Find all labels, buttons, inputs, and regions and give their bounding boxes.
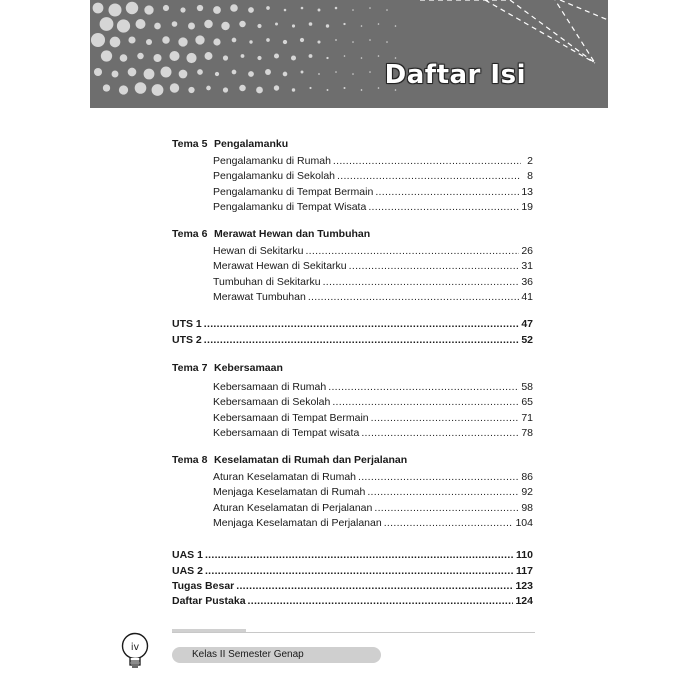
theme-number: Tema 5: [172, 138, 208, 150]
decorative-dot: [301, 7, 304, 10]
decorative-dot: [291, 55, 296, 60]
decorative-dot: [108, 3, 121, 16]
theme-number: Tema 7: [172, 361, 208, 374]
leader-dots: [368, 200, 519, 215]
decorative-dot: [126, 2, 138, 14]
decorative-dot: [352, 9, 354, 11]
decorative-dot: [327, 89, 329, 91]
decorative-dot: [161, 67, 172, 78]
leader-dots: [205, 548, 514, 563]
toc-entry[interactable]: [213, 470, 533, 485]
toc-entry-label: Merawat Tumbuhan: [213, 291, 306, 304]
decorative-dot: [309, 54, 313, 58]
decorative-dot: [172, 21, 178, 27]
toc-entry-label: Kebersamaan di Sekolah: [213, 396, 331, 409]
toc-entry-label: Menjaga Keselamatan di Rumah: [213, 486, 366, 499]
toc-entry[interactable]: [213, 485, 533, 500]
decorative-dot: [292, 88, 295, 91]
leader-dots: [328, 380, 519, 395]
decorative-dot: [318, 9, 321, 12]
decorative-dot: [204, 20, 213, 29]
decorative-dot: [326, 57, 328, 59]
decorative-dot: [215, 72, 219, 76]
decorative-dot: [101, 50, 112, 61]
decorative-dot: [154, 23, 161, 30]
decorative-dot: [94, 68, 102, 76]
leader-dots: [374, 501, 519, 516]
leader-dots: [248, 594, 514, 609]
footer-divider: [172, 632, 535, 633]
decorative-dot: [275, 23, 278, 26]
leader-dots: [323, 275, 520, 290]
decorative-dot: [378, 87, 380, 89]
decorative-dot: [152, 84, 164, 96]
decorative-dot: [179, 70, 188, 79]
decorative-dot: [335, 7, 338, 10]
toc-page-number: 41: [521, 291, 533, 304]
decorative-dot: [232, 70, 237, 75]
toc-entry[interactable]: [172, 564, 533, 579]
decorative-dot: [144, 69, 155, 80]
decorative-dot: [266, 38, 270, 42]
decorative-dot: [352, 73, 354, 75]
leader-dots: [305, 244, 519, 259]
decorative-dot: [117, 19, 130, 32]
decorative-dot: [241, 54, 245, 58]
decorative-dot: [103, 84, 110, 91]
toc-page-number: 71: [521, 411, 533, 424]
decorative-dot: [213, 6, 221, 14]
decorative-dot: [284, 9, 287, 12]
decorative-dot: [205, 52, 213, 60]
decorative-dot: [195, 35, 204, 44]
decorative-dot: [301, 71, 304, 74]
decorative-dot: [318, 73, 320, 75]
decorative-dot: [248, 7, 254, 13]
decorative-dot: [344, 87, 346, 89]
decorative-dot: [265, 69, 271, 75]
toc-entry[interactable]: [213, 185, 533, 200]
toc-entry-label: UTS 1: [172, 318, 202, 331]
toc-entry-label: Merawat Hewan di Sekitarku: [213, 260, 347, 273]
toc-page-number: 26: [521, 245, 533, 258]
leader-dots: [349, 259, 520, 274]
toc-page-number: 65: [521, 396, 533, 409]
toc-page-number: 123: [515, 579, 533, 592]
leader-dots: [333, 154, 521, 169]
page-title: Daftar Isi: [384, 60, 526, 90]
decorative-dot: [137, 53, 143, 59]
decorative-dot: [100, 17, 114, 31]
decorative-dot: [369, 39, 371, 41]
decorative-dot: [274, 53, 279, 58]
decorative-dot: [256, 87, 263, 94]
book-page: [90, 0, 608, 700]
theme-title: Merawat Hewan dan Tumbuhan: [214, 228, 371, 241]
decorative-dot: [112, 71, 119, 78]
decorative-dot: [188, 23, 195, 30]
leader-dots: [308, 290, 520, 305]
decorative-dot: [186, 53, 196, 63]
leader-dots: [204, 333, 520, 348]
decorative-dot: [257, 56, 261, 60]
toc-entry[interactable]: [213, 154, 533, 169]
toc-page-number: 110: [516, 549, 533, 562]
decorative-dot: [128, 36, 135, 43]
toc-entry[interactable]: [172, 333, 533, 348]
leader-dots: [204, 317, 520, 332]
decorative-dot: [239, 85, 246, 92]
decorative-dot: [309, 87, 311, 89]
toc-entry[interactable]: [213, 275, 533, 290]
decorative-dot: [169, 51, 179, 61]
toc-page-number: 104: [515, 517, 533, 530]
toc-entry[interactable]: [172, 579, 533, 594]
table-of-contents: [172, 137, 533, 610]
decorative-dot: [386, 9, 388, 11]
decorative-dot: [180, 7, 185, 12]
decorative-dot: [292, 24, 295, 27]
decorative-dot: [257, 24, 261, 28]
toc-page-number: 31: [521, 260, 533, 273]
leader-dots: [367, 485, 519, 500]
theme-title: Pengalamanku: [214, 138, 289, 150]
toc-page-number: 52: [521, 333, 533, 346]
decorative-dot: [93, 3, 104, 14]
decorative-dot: [91, 33, 105, 47]
decorative-dot: [326, 24, 329, 27]
decorative-dot: [197, 5, 203, 11]
decorative-dot: [248, 71, 254, 77]
toc-entry-label: UAS 1: [172, 549, 203, 562]
toc-entry-label: UAS 2: [172, 564, 203, 577]
theme-heading: [172, 361, 533, 375]
decorative-dot: [206, 86, 211, 91]
decorative-dot: [283, 72, 288, 77]
page-number-badge: [120, 632, 150, 670]
decorative-dot: [163, 5, 169, 11]
decorative-dot: [386, 41, 388, 43]
toc-page-number: 78: [521, 426, 533, 439]
toc-entry[interactable]: [213, 516, 533, 531]
leader-dots: [384, 516, 514, 531]
decorative-dot: [343, 23, 345, 25]
toc-page-number: 2: [527, 155, 533, 167]
toc-entry-label: Kebersamaan di Tempat Bermain: [213, 411, 369, 424]
decorative-dot: [239, 21, 246, 28]
theme-number: Tema 8: [172, 454, 208, 467]
decorative-dot: [170, 83, 179, 92]
leader-dots: [337, 169, 521, 184]
toc-entry-label: Hewan di Sekitarku: [213, 245, 304, 258]
decorative-dot: [378, 23, 380, 25]
decorative-dot: [146, 39, 152, 45]
toc-page-number: 13: [521, 185, 533, 198]
decorative-dot: [120, 54, 128, 62]
toc-entry[interactable]: [172, 594, 533, 609]
decorative-dot: [369, 71, 371, 73]
decorative-dot: [223, 87, 228, 92]
decorative-dot: [213, 38, 220, 45]
theme-number: Tema 6: [172, 228, 208, 241]
decorative-dot: [274, 85, 279, 90]
toc-page-number: 58: [521, 380, 533, 393]
leader-dots: [375, 185, 519, 200]
toc-entry[interactable]: [172, 548, 533, 563]
toc-page-number: 98: [521, 501, 533, 514]
decorative-dot: [232, 38, 237, 43]
toc-page-number: 8: [527, 170, 533, 183]
toc-entry-label: Pengalamanku di Tempat Wisata: [213, 200, 367, 213]
leader-dots: [358, 470, 519, 485]
toc-entry-label: Tugas Besar: [172, 579, 235, 592]
theme-heading: [172, 453, 533, 467]
decorative-dot: [300, 38, 304, 42]
class-label: Kelas II Semester Genap: [172, 647, 381, 663]
decorative-dot: [361, 89, 363, 91]
toc-entry-label: Aturan Keselamatan di Perjalanan: [213, 501, 373, 514]
dot-pattern-decoration: [90, 0, 608, 108]
header-banner: [90, 0, 608, 108]
toc-entry[interactable]: [213, 411, 533, 426]
toc-page-number: 19: [521, 200, 533, 213]
decorative-dot: [178, 37, 187, 46]
decorative-dot: [128, 68, 137, 77]
theme-heading: [172, 137, 533, 151]
decorative-dot: [344, 55, 346, 57]
toc-entry[interactable]: [213, 426, 533, 441]
toc-entry[interactable]: [172, 317, 533, 332]
theme-heading: [172, 227, 533, 241]
decorative-dot: [197, 69, 203, 75]
toc-entry[interactable]: [213, 395, 533, 410]
decorative-dot: [266, 6, 270, 10]
toc-entry-label: Kebersamaan di Tempat wisata: [213, 426, 360, 439]
decorative-dot: [317, 40, 320, 43]
toc-entry-label: Menjaga Keselamatan di Perjalanan: [213, 517, 382, 530]
leader-dots: [236, 579, 513, 594]
decorative-dot: [249, 40, 252, 43]
decorative-dot: [223, 55, 228, 60]
decorative-dot: [153, 54, 161, 62]
toc-page-number: 117: [516, 564, 533, 577]
leader-dots: [205, 564, 514, 579]
toc-page-number: 36: [521, 275, 533, 288]
toc-entry-label: Tumbuhan di Sekitarku: [213, 275, 321, 288]
toc-entry-label: Pengalamanku di Sekolah: [213, 170, 336, 183]
decorative-dot: [230, 4, 238, 12]
decorative-dot: [162, 36, 169, 43]
decorative-dot: [361, 25, 363, 27]
decorative-dot: [221, 22, 229, 30]
decorative-dot: [335, 71, 337, 73]
toc-entry[interactable]: [213, 169, 533, 184]
toc-entry-label: UTS 2: [172, 333, 202, 346]
decorative-dot: [395, 57, 397, 59]
decorative-dot: [361, 57, 363, 59]
toc-page-number: 86: [521, 471, 533, 484]
toc-entry-label: Kebersamaan di Rumah: [213, 380, 327, 393]
page-number: iv: [130, 642, 140, 653]
decorative-dot: [309, 22, 313, 26]
leader-dots: [332, 395, 519, 410]
decorative-dot: [352, 41, 354, 43]
toc-entry[interactable]: [213, 244, 533, 259]
toc-entry[interactable]: [213, 200, 533, 215]
decorative-dot: [369, 7, 371, 9]
toc-entry[interactable]: [213, 290, 533, 305]
theme-title: Keselamatan di Rumah dan Perjalanan: [214, 454, 408, 467]
decorative-dot: [395, 25, 397, 27]
decorative-dot: [378, 55, 380, 57]
toc-entry-label: Pengalamanku di Tempat Bermain: [213, 185, 374, 198]
toc-entry-label: Pengalamanku di Rumah: [213, 155, 331, 167]
toc-page-number: 124: [515, 595, 533, 608]
toc-entry-label: Aturan Keselamatan di Rumah: [213, 471, 356, 484]
theme-title: Kebersamaan: [214, 361, 283, 374]
toc-entry[interactable]: [213, 259, 533, 274]
decorative-dot: [188, 87, 194, 93]
decorative-dot: [335, 39, 337, 41]
toc-entry-label: Daftar Pustaka: [172, 595, 246, 608]
decorative-dot: [135, 82, 147, 94]
toc-entry[interactable]: [213, 501, 533, 516]
decorative-dot: [136, 19, 146, 29]
decorative-dot: [283, 40, 287, 44]
leader-dots: [371, 411, 520, 426]
decorative-dot: [110, 37, 121, 48]
leader-dots: [361, 426, 519, 441]
toc-entry[interactable]: [213, 380, 533, 395]
decorative-dot: [144, 5, 153, 14]
toc-page-number: 92: [521, 486, 533, 499]
decorative-dot: [119, 85, 128, 94]
toc-page-number: 47: [521, 318, 533, 331]
